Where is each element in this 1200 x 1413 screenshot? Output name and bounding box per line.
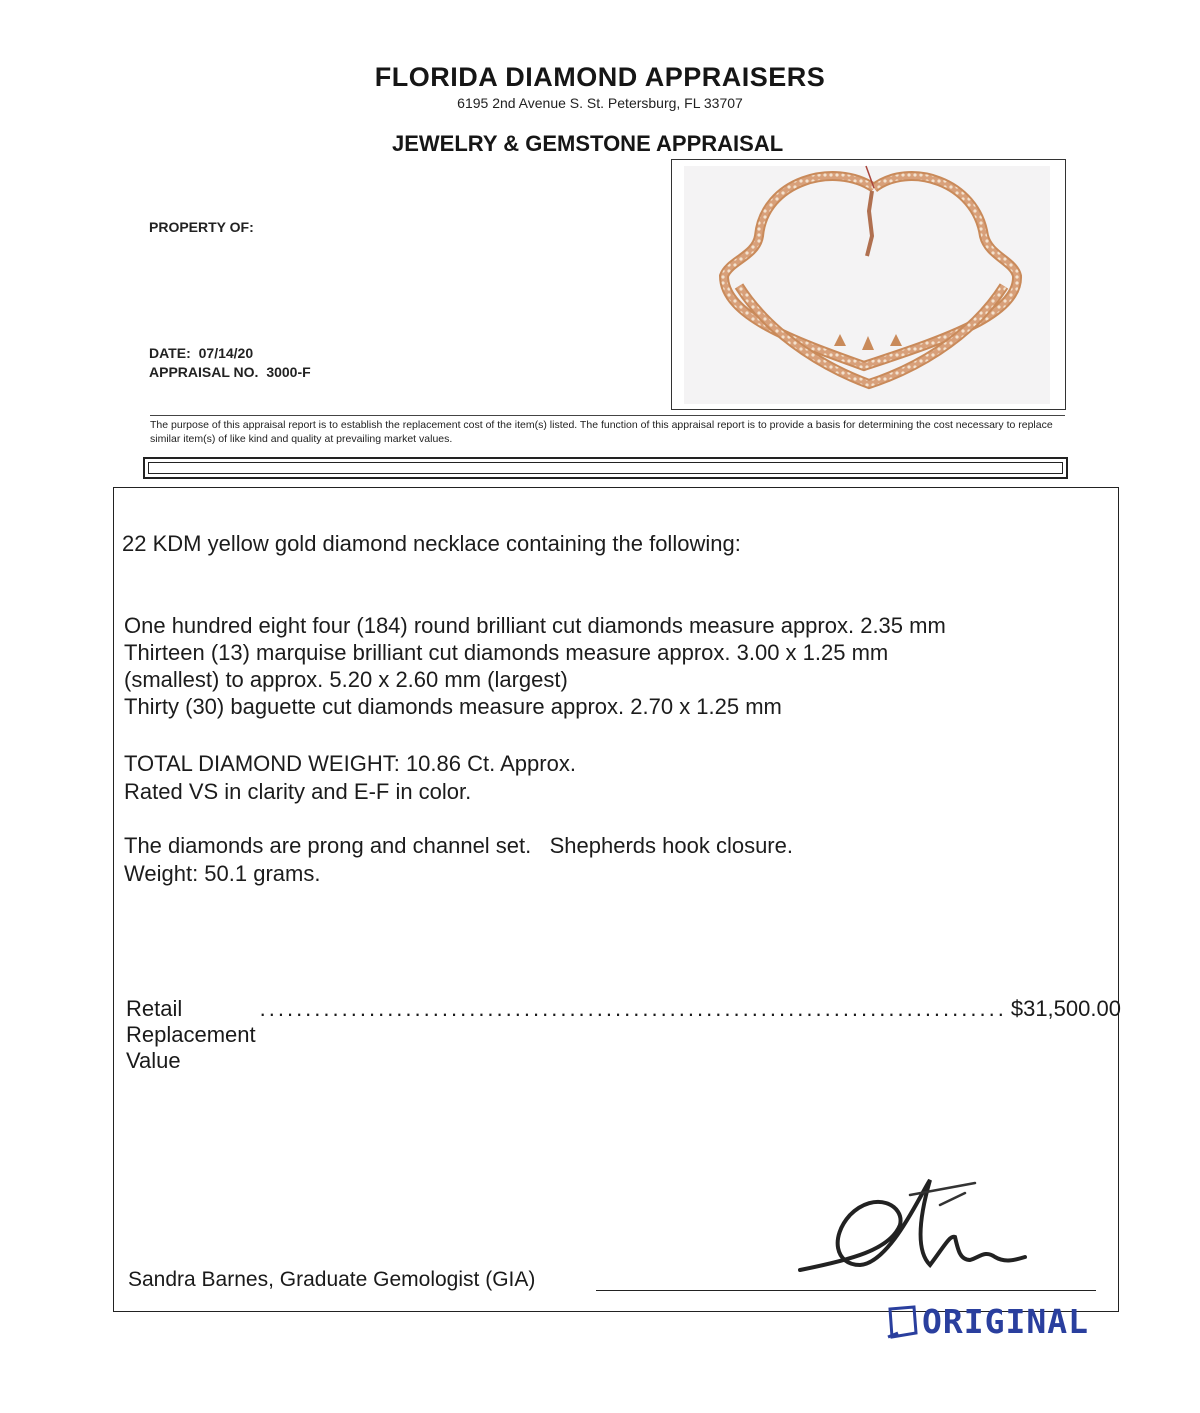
divider-bar <box>143 457 1068 479</box>
company-name: FLORIDA DIAMOND APPRAISERS <box>374 62 826 92</box>
original-stamp <box>884 1302 1089 1341</box>
signature-icon <box>780 1165 1030 1290</box>
property-label: PROPERTY OF: <box>149 219 254 235</box>
dot-leader: .................................................................................. <box>259 996 1007 1021</box>
item-photo-frame <box>671 159 1066 410</box>
diamond-line-4: Thirty (30) baguette cut diamonds measure approx. 2.70 x 1.25 mm <box>124 694 782 719</box>
signature-line <box>596 1290 1096 1291</box>
stamp-icon <box>884 1303 922 1341</box>
date-row <box>149 345 253 361</box>
grams-line: Weight: 50.1 grams. <box>124 861 321 886</box>
appraisal-number-row <box>149 364 311 380</box>
diamond-line-1: One hundred eight four (184) round brilliant cut diamonds measure approx. 2.35 mm <box>124 613 946 638</box>
stamp-text: ORIGINAL <box>922 1302 1089 1341</box>
retail-value-row <box>126 996 1121 1074</box>
appraisal-value: 3000-F <box>266 364 311 380</box>
date-label: DATE: <box>149 345 191 361</box>
necklace-photo <box>684 166 1050 404</box>
necklace-illustration <box>684 166 1050 404</box>
document-title: JEWELRY & GEMSTONE APPRAISAL <box>392 131 784 156</box>
retail-value-amount: $31,500.00 <box>1010 996 1121 1021</box>
gemologist-name: Sandra Barnes, Graduate Gemologist (GIA) <box>128 1268 536 1291</box>
disclaimer-text: The purpose of this appraisal report is to establish the replacement cost of the item(s) listed. The function of this appraisal report is to provide a basis for determining the cost necessary to replace similar item(s) of like kind and quality at prevailing market values. <box>150 415 1065 446</box>
total-weight-line: TOTAL DIAMOND WEIGHT: 10.86 Ct. Approx. <box>124 751 576 776</box>
rating-line: Rated VS in clarity and E-F in color. <box>124 779 472 804</box>
description-intro: 22 KDM yellow gold diamond necklace containing the following: <box>122 531 741 556</box>
retail-value-label: Retail Replacement Value <box>126 996 256 1073</box>
diamond-line-3: (smallest) to approx. 5.20 x 2.60 mm (largest) <box>124 667 568 692</box>
diamond-line-2: Thirteen (13) marquise brilliant cut diamonds measure approx. 3.00 x 1.25 mm <box>124 640 889 665</box>
appraisal-label: APPRAISAL NO. <box>149 364 259 380</box>
date-value: 07/14/20 <box>198 345 254 361</box>
setting-line: The diamonds are prong and channel set. Shepherds hook closure. <box>124 833 793 858</box>
company-address: 6195 2nd Avenue S. St. Petersburg, FL 33707 <box>457 95 743 111</box>
